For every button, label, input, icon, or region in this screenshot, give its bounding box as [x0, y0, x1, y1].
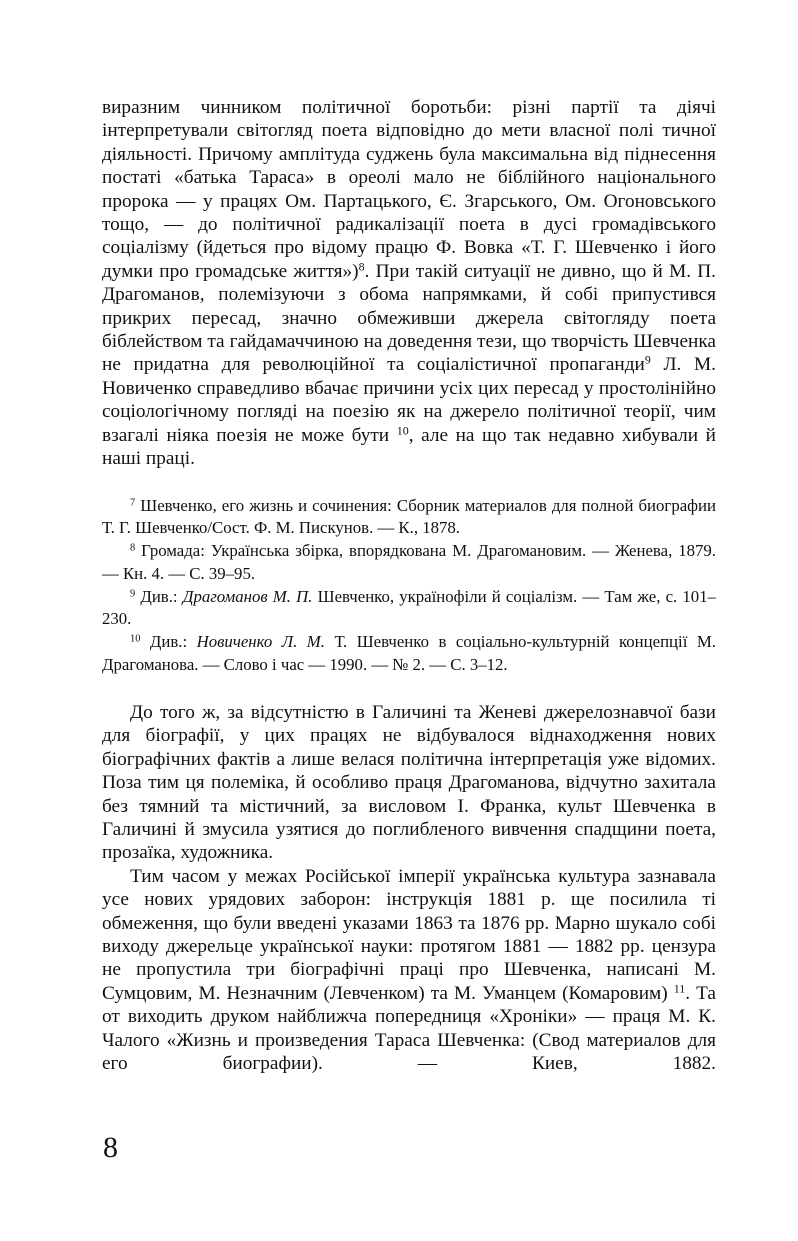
footnote-ref-11[interactable]: 11: [673, 981, 686, 996]
paragraph-2: [102, 701, 716, 865]
footnote: [102, 495, 716, 541]
footnote-ref-10[interactable]: 10: [396, 423, 409, 438]
footnote-text: Громада: Українська збірка, впорядкована М. Драгомановим. — Женева, 1879. — Кн. 4. — С. 39–95.: [102, 541, 716, 583]
footnote-text: Шевченко, українофіли й соціалізм. — Там же, с. 101–230.: [102, 586, 716, 629]
paragraph-1-text-c: Л. М. Новиченко справедливо вбачає причини усіх цих пересад у простолінійно соціологічному погляді на поезію як на джерело політичної теорії, чим взагалі ніяка поезія не може бути: [102, 354, 716, 446]
footnote-text: Див.:: [135, 586, 183, 606]
footnote-author: Новиченко Л. М.: [196, 632, 325, 652]
footnote-text: Шевченко, его жизнь и сочинения: Сборник материалов для полной биографии Т. Г. Шевченко/Сост. Ф. М. Пискунов. — К., 1878.: [102, 495, 716, 538]
paragraph-1: [102, 96, 716, 471]
footnote-number: 9: [130, 587, 136, 599]
footnote: [102, 540, 716, 586]
footnote-text: Див.:: [140, 632, 197, 652]
paragraph-3-text-a: Тим часом у межах Російської імперії українська культура зазнавала усе нових урядових заборон: інструкція 1881 р. ще посилила ті обмеження, що були введені указами 1863 та 1876 рр. Марно шукало собі виходу джерельце української науки: протягом 1881 — 1882 рр. цензура не пропустила три біографічні праці про Шевченка, написані М. Сумцовим, М. Незначним (Левченком) та М. Уманцем (Комаровим): [102, 865, 716, 1004]
footnotes-block: [102, 495, 716, 677]
footnote-number: 7: [130, 496, 136, 508]
footnote-ref-9[interactable]: 9: [644, 352, 651, 367]
footnote-text: Т. Шевченко в соціально-культурній концепції М. Драгоманова. — Слово і час — 1990. — № 2. — С. 3–12.: [102, 632, 716, 675]
paragraph-1-text-d: , але на що так недавно хибували й наші праці.: [102, 424, 716, 470]
footnote-author: Драгоманов М. П.: [182, 586, 313, 606]
paragraph-3: [102, 865, 716, 1076]
footnote-ref-8[interactable]: 8: [358, 259, 365, 274]
paragraph-1-text-b: . При такій ситуації не дивно, що й М. П. Драгоманов, полемізуючи з обома напрямками, й собі припустився прикрих пересад, значно обмеживши джерела світогляду поета біблейством та гайдамаччиною на доведення тези, що творчість Шевченка не придатна для революційної та соціалістичної пропаганди: [102, 260, 717, 376]
paragraph-3-text-b: . Та от виходить друком найближча попередниця «Хроніки» — праця М. К. Чалого «Жизнь и произведения Тараса Шевченка: (Свод материалов для его биографии). — Киев, 1882.: [102, 982, 716, 1074]
page-body: [102, 96, 716, 1075]
page-number: 8: [103, 1131, 118, 1164]
footnote-number: 10: [130, 633, 141, 645]
paragraph-2-text: До того ж, за відсутністю в Галичині та Женеві джерелознавчої бази для біографії, у цих працях не відбувалося віднаходження нових біографічних фактів а лише велася політична інтерпретація уже відомих. Поза тим ця полеміка, й особливо праця Драгоманова, відчутно захитала без тямний та містичний, за висловом І. Франка, культ Шевченка в Галичині й змусила узятися до поглибленого вивчення спадщини поета, прозаїка, художника.: [102, 701, 716, 864]
footnote: [102, 631, 716, 677]
paragraph-1-text-a: виразним чинником політичної боротьби: різні партії та діячі інтерпретували світогляд поета відповідно до мети власної полі тичної діяльності. Причому амплітуда суджень була максимальна від піднесення постаті «батька Тараса» в ореолі мало не біблійного національного пророка — у працях Ом. Партацького, Є. Згарського, Ом. Огоновського тощо, — до політичної радикалізації поета в дусі громадівського соціалізму (йдеться про відому працю Ф. Вовка «Т. Г. Шевченко і його думки про громадське життя»): [102, 97, 716, 282]
footnote: [102, 586, 716, 632]
footnote-number: 8: [130, 542, 136, 554]
